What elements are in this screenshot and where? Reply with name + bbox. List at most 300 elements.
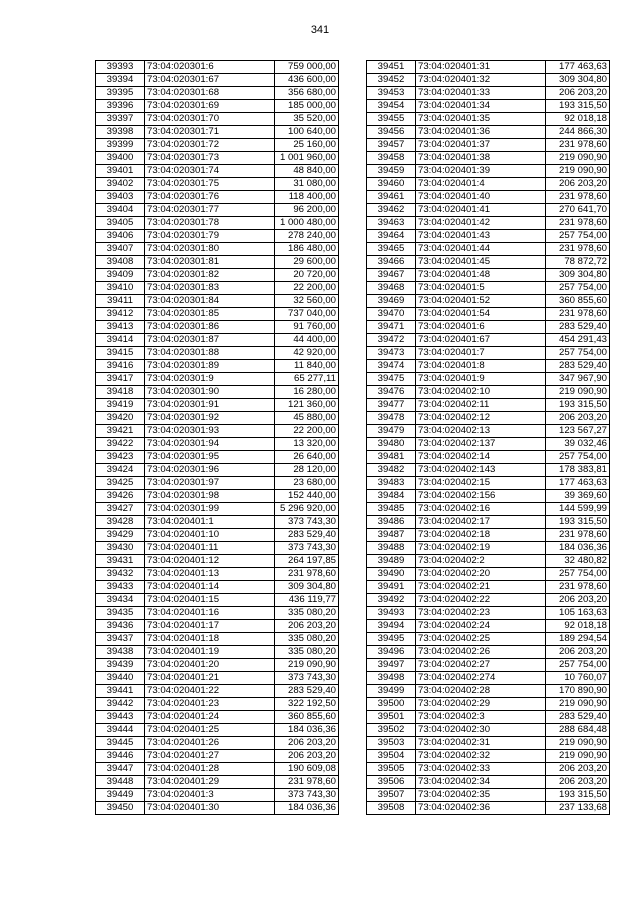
cadastral-value: 219 090,90 (546, 386, 610, 399)
table-row (367, 464, 610, 477)
cadastral-value: 92 018,18 (546, 620, 610, 633)
row-number: 39451 (367, 61, 416, 74)
table-row (367, 178, 610, 191)
row-number: 39475 (367, 373, 416, 386)
cadastral-value: 206 203,20 (275, 750, 339, 763)
cadastral-number: 73:04:020401:19 (145, 646, 275, 659)
table-row (367, 594, 610, 607)
row-number: 39507 (367, 789, 416, 802)
row-number: 39436 (96, 620, 145, 633)
cadastral-number: 73:04:020301:82 (145, 269, 275, 282)
table-row (96, 269, 339, 282)
cadastral-number: 73:04:020401:8 (416, 360, 546, 373)
table-row (96, 152, 339, 165)
row-number: 39416 (96, 360, 145, 373)
cadastral-number: 73:04:020301:79 (145, 230, 275, 243)
cadastral-number: 73:04:020402:35 (416, 789, 546, 802)
row-number: 39417 (96, 373, 145, 386)
row-number: 39410 (96, 282, 145, 295)
cadastral-number: 73:04:020401:16 (145, 607, 275, 620)
cadastral-number: 73:04:020301:67 (145, 74, 275, 87)
table-row (367, 321, 610, 334)
cadastral-value: 65 277,11 (275, 373, 339, 386)
row-number: 39442 (96, 698, 145, 711)
table-row (367, 412, 610, 425)
cadastral-number: 73:04:020402:25 (416, 633, 546, 646)
row-number: 39503 (367, 737, 416, 750)
row-number: 39445 (96, 737, 145, 750)
table-row (96, 516, 339, 529)
row-number: 39495 (367, 633, 416, 646)
cadastral-number: 73:04:020402:33 (416, 763, 546, 776)
cadastral-number: 73:04:020402:28 (416, 685, 546, 698)
cadastral-number: 73:04:020301:95 (145, 451, 275, 464)
cadastral-number: 73:04:020301:89 (145, 360, 275, 373)
row-number: 39398 (96, 126, 145, 139)
table-row (96, 74, 339, 87)
cadastral-number: 73:04:020301:76 (145, 191, 275, 204)
cadastral-number: 73:04:020401:52 (416, 295, 546, 308)
cadastral-value: 184 036,36 (275, 724, 339, 737)
table-row (367, 685, 610, 698)
cadastral-value: 206 203,20 (546, 763, 610, 776)
row-number: 39473 (367, 347, 416, 360)
cadastral-number: 73:04:020301:70 (145, 113, 275, 126)
table-row (96, 659, 339, 672)
cadastral-number: 73:04:020402:12 (416, 412, 546, 425)
cadastral-value: 283 529,40 (546, 360, 610, 373)
cadastral-value: 28 120,00 (275, 464, 339, 477)
cadastral-number: 73:04:020402:137 (416, 438, 546, 451)
table-row (367, 438, 610, 451)
cadastral-value: 283 529,40 (546, 321, 610, 334)
table-row (96, 503, 339, 516)
table-row (367, 568, 610, 581)
table-row (367, 204, 610, 217)
cadastral-number: 73:04:020301:90 (145, 386, 275, 399)
cadastral-value: 32 480,82 (546, 555, 610, 568)
cadastral-number: 73:04:020401:67 (416, 334, 546, 347)
cadastral-value: 347 967,90 (546, 373, 610, 386)
cadastral-value: 206 203,20 (275, 737, 339, 750)
table-row (367, 711, 610, 724)
row-number: 39407 (96, 243, 145, 256)
table-row (96, 477, 339, 490)
page-number: 341 (310, 24, 330, 36)
cadastral-value: 206 203,20 (275, 620, 339, 633)
table-row (367, 425, 610, 438)
cadastral-number: 73:04:020301:91 (145, 399, 275, 412)
row-number: 39502 (367, 724, 416, 737)
table-row (367, 659, 610, 672)
cadastral-number: 73:04:020402:11 (416, 399, 546, 412)
cadastral-number: 73:04:020402:32 (416, 750, 546, 763)
cadastral-number: 73:04:020402:10 (416, 386, 546, 399)
table-row (367, 230, 610, 243)
cadastral-number: 73:04:020401:3 (145, 789, 275, 802)
table-row (96, 230, 339, 243)
cadastral-number: 73:04:020401:35 (416, 113, 546, 126)
table-row (96, 529, 339, 542)
table-row (367, 139, 610, 152)
row-number: 39470 (367, 308, 416, 321)
cadastral-value: 231 978,60 (546, 308, 610, 321)
table-row (367, 308, 610, 321)
row-number: 39492 (367, 594, 416, 607)
table-row (96, 724, 339, 737)
cadastral-value: 231 978,60 (546, 243, 610, 256)
row-number: 39415 (96, 347, 145, 360)
row-number: 39432 (96, 568, 145, 581)
cadastral-value: 16 280,00 (275, 386, 339, 399)
cadastral-value: 100 640,00 (275, 126, 339, 139)
cadastral-value: 45 880,00 (275, 412, 339, 425)
row-number: 39484 (367, 490, 416, 503)
row-number: 39474 (367, 360, 416, 373)
cadastral-number: 73:04:020401:42 (416, 217, 546, 230)
row-number: 39454 (367, 100, 416, 113)
cadastral-value: 96 200,00 (275, 204, 339, 217)
row-number: 39476 (367, 386, 416, 399)
row-number: 39471 (367, 321, 416, 334)
row-number: 39465 (367, 243, 416, 256)
cadastral-number: 73:04:020301:98 (145, 490, 275, 503)
cadastral-value: 373 743,30 (275, 516, 339, 529)
cadastral-number: 73:04:020401:17 (145, 620, 275, 633)
row-number: 39422 (96, 438, 145, 451)
cadastral-value: 10 760,07 (546, 672, 610, 685)
row-number: 39467 (367, 269, 416, 282)
row-number: 39396 (96, 100, 145, 113)
row-number: 39448 (96, 776, 145, 789)
row-number: 39404 (96, 204, 145, 217)
cadastral-value: 436 600,00 (275, 74, 339, 87)
table-row (367, 165, 610, 178)
cadastral-number: 73:04:020402:156 (416, 490, 546, 503)
row-number: 39424 (96, 464, 145, 477)
table-row (367, 191, 610, 204)
table-row (367, 750, 610, 763)
table-row (367, 503, 610, 516)
table-row (367, 555, 610, 568)
row-number: 39491 (367, 581, 416, 594)
cadastral-value: 178 383,81 (546, 464, 610, 477)
cadastral-value: 231 978,60 (546, 529, 610, 542)
cadastral-number: 73:04:020301:92 (145, 412, 275, 425)
row-number: 39395 (96, 87, 145, 100)
table-row (96, 347, 339, 360)
cadastral-number: 73:04:020301:86 (145, 321, 275, 334)
cadastral-number: 73:04:020301:84 (145, 295, 275, 308)
cadastral-value: 335 080,20 (275, 646, 339, 659)
row-number: 39463 (367, 217, 416, 230)
row-number: 39427 (96, 503, 145, 516)
row-number: 39452 (367, 74, 416, 87)
cadastral-value: 31 080,00 (275, 178, 339, 191)
table-row (96, 438, 339, 451)
table-row (96, 555, 339, 568)
cadastral-number: 73:04:020401:10 (145, 529, 275, 542)
table-row (96, 282, 339, 295)
cadastral-number: 73:04:020401:20 (145, 659, 275, 672)
cadastral-number: 73:04:020401:21 (145, 672, 275, 685)
table-row (367, 74, 610, 87)
table-row (96, 100, 339, 113)
cadastral-number: 73:04:020401:41 (416, 204, 546, 217)
cadastral-value: 184 036,36 (546, 542, 610, 555)
cadastral-number: 73:04:020301:78 (145, 217, 275, 230)
cadastral-value: 288 684,48 (546, 724, 610, 737)
row-number: 39413 (96, 321, 145, 334)
cadastral-number: 73:04:020301:77 (145, 204, 275, 217)
row-number: 39478 (367, 412, 416, 425)
cadastral-number: 73:04:020402:27 (416, 659, 546, 672)
cadastral-value: 91 760,00 (275, 321, 339, 334)
row-number: 39450 (96, 802, 145, 815)
row-number: 39493 (367, 607, 416, 620)
row-number: 39459 (367, 165, 416, 178)
cadastral-number: 73:04:020301:69 (145, 100, 275, 113)
cadastral-number: 73:04:020402:31 (416, 737, 546, 750)
row-number: 39406 (96, 230, 145, 243)
row-number: 39483 (367, 477, 416, 490)
cadastral-number: 73:04:020401:27 (145, 750, 275, 763)
table-row (96, 646, 339, 659)
cadastral-value: 309 304,80 (275, 581, 339, 594)
table-row (96, 373, 339, 386)
row-number: 39499 (367, 685, 416, 698)
table-row (96, 256, 339, 269)
table-row (367, 399, 610, 412)
cadastral-number: 73:04:020301:96 (145, 464, 275, 477)
row-number: 39456 (367, 126, 416, 139)
table-row (96, 139, 339, 152)
row-number: 39428 (96, 516, 145, 529)
row-number: 39453 (367, 87, 416, 100)
row-number: 39418 (96, 386, 145, 399)
cadastral-number: 73:04:020402:19 (416, 542, 546, 555)
cadastral-value: 193 315,50 (546, 516, 610, 529)
cadastral-value: 26 640,00 (275, 451, 339, 464)
cadastral-value: 206 203,20 (546, 594, 610, 607)
table-row (96, 165, 339, 178)
cadastral-number: 73:04:020402:24 (416, 620, 546, 633)
table-row (96, 412, 339, 425)
table-row (96, 61, 339, 74)
cadastral-number: 73:04:020402:30 (416, 724, 546, 737)
row-number: 39414 (96, 334, 145, 347)
row-number: 39461 (367, 191, 416, 204)
cadastral-value: 257 754,00 (546, 282, 610, 295)
row-number: 39487 (367, 529, 416, 542)
table-row (96, 399, 339, 412)
cadastral-value: 13 320,00 (275, 438, 339, 451)
table-row (367, 516, 610, 529)
table-row (96, 425, 339, 438)
row-number: 39458 (367, 152, 416, 165)
cadastral-number: 73:04:020401:24 (145, 711, 275, 724)
row-number: 39449 (96, 789, 145, 802)
cadastral-value: 322 192,50 (275, 698, 339, 711)
cadastral-number: 73:04:020301:93 (145, 425, 275, 438)
cadastral-value: 231 978,60 (546, 217, 610, 230)
row-number: 39472 (367, 334, 416, 347)
cadastral-number: 73:04:020402:274 (416, 672, 546, 685)
row-number: 39480 (367, 438, 416, 451)
table-row (96, 698, 339, 711)
table-row (367, 334, 610, 347)
table-row (96, 542, 339, 555)
table-row (367, 646, 610, 659)
cadastral-value: 48 840,00 (275, 165, 339, 178)
table-row (96, 776, 339, 789)
table-row (96, 334, 339, 347)
cadastral-number: 73:04:020401:15 (145, 594, 275, 607)
table-row (96, 620, 339, 633)
table-row (96, 737, 339, 750)
row-number: 39497 (367, 659, 416, 672)
table-row (96, 243, 339, 256)
row-number: 39409 (96, 269, 145, 282)
table-row (367, 347, 610, 360)
cadastral-value: 29 600,00 (275, 256, 339, 269)
row-number: 39411 (96, 295, 145, 308)
cadastral-number: 73:04:020401:32 (416, 74, 546, 87)
cadastral-value: 737 040,00 (275, 308, 339, 321)
cadastral-number: 73:04:020401:11 (145, 542, 275, 555)
cadastral-number: 73:04:020301:72 (145, 139, 275, 152)
cadastral-value: 373 743,30 (275, 672, 339, 685)
table-row (96, 178, 339, 191)
table-row (367, 126, 610, 139)
table-row (367, 386, 610, 399)
row-number: 39446 (96, 750, 145, 763)
row-number: 39393 (96, 61, 145, 74)
table-row (96, 126, 339, 139)
cadastral-value: 360 855,60 (546, 295, 610, 308)
cadastral-number: 73:04:020401:43 (416, 230, 546, 243)
table-row (367, 477, 610, 490)
table-row (96, 490, 339, 503)
cadastral-value: 257 754,00 (546, 568, 610, 581)
cadastral-number: 73:04:020301:68 (145, 87, 275, 100)
table-row (367, 607, 610, 620)
row-number: 39443 (96, 711, 145, 724)
row-number: 39482 (367, 464, 416, 477)
cadastral-number: 73:04:020402:13 (416, 425, 546, 438)
cadastral-value: 270 641,70 (546, 204, 610, 217)
cadastral-value: 78 872,72 (546, 256, 610, 269)
table-row (367, 581, 610, 594)
cadastral-number: 73:04:020401:40 (416, 191, 546, 204)
cadastral-number: 73:04:020401:48 (416, 269, 546, 282)
table-row (96, 633, 339, 646)
row-number: 39434 (96, 594, 145, 607)
cadastral-value: 177 463,63 (546, 477, 610, 490)
cadastral-number: 73:04:020401:4 (416, 178, 546, 191)
row-number: 39455 (367, 113, 416, 126)
table-row (96, 581, 339, 594)
cadastral-number: 73:04:020402:3 (416, 711, 546, 724)
cadastral-number: 73:04:020401:30 (145, 802, 275, 815)
row-number: 39500 (367, 698, 416, 711)
cadastral-value: 257 754,00 (546, 347, 610, 360)
cadastral-value: 278 240,00 (275, 230, 339, 243)
cadastral-number: 73:04:020402:2 (416, 555, 546, 568)
cadastral-number: 73:04:020301:85 (145, 308, 275, 321)
row-number: 39481 (367, 451, 416, 464)
cadastral-value: 335 080,20 (275, 607, 339, 620)
cadastral-number: 73:04:020301:88 (145, 347, 275, 360)
cadastral-value: 436 119,77 (275, 594, 339, 607)
row-number: 39401 (96, 165, 145, 178)
row-number: 39439 (96, 659, 145, 672)
cadastral-value: 23 680,00 (275, 477, 339, 490)
cadastral-value: 231 978,60 (546, 581, 610, 594)
table-row (367, 776, 610, 789)
table-row (96, 113, 339, 126)
cadastral-value: 152 440,00 (275, 490, 339, 503)
table-row (96, 750, 339, 763)
cadastral-value: 206 203,20 (546, 178, 610, 191)
cadastral-table-right (366, 60, 610, 815)
cadastral-number: 73:04:020301:81 (145, 256, 275, 269)
cadastral-number: 73:04:020401:9 (416, 373, 546, 386)
table-row (96, 191, 339, 204)
cadastral-value: 121 360,00 (275, 399, 339, 412)
cadastral-value: 184 036,36 (275, 802, 339, 815)
row-number: 39496 (367, 646, 416, 659)
row-number: 39506 (367, 776, 416, 789)
cadastral-value: 118 400,00 (275, 191, 339, 204)
cadastral-value: 170 890,90 (546, 685, 610, 698)
table-row (367, 672, 610, 685)
table-row (367, 451, 610, 464)
table-row (367, 724, 610, 737)
cadastral-value: 206 203,20 (546, 646, 610, 659)
row-number: 39441 (96, 685, 145, 698)
row-number: 39457 (367, 139, 416, 152)
cadastral-number: 73:04:020401:45 (416, 256, 546, 269)
table-row (96, 568, 339, 581)
cadastral-value: 219 090,90 (546, 737, 610, 750)
row-number: 39403 (96, 191, 145, 204)
row-number: 39464 (367, 230, 416, 243)
cadastral-table-left (95, 60, 339, 815)
table-row (367, 633, 610, 646)
table-row (367, 698, 610, 711)
table-row (96, 594, 339, 607)
cadastral-value: 219 090,90 (275, 659, 339, 672)
cadastral-number: 73:04:020401:12 (145, 555, 275, 568)
table-row (367, 243, 610, 256)
table-row (367, 87, 610, 100)
table-row (367, 256, 610, 269)
row-number: 39438 (96, 646, 145, 659)
cadastral-number: 73:04:020402:14 (416, 451, 546, 464)
cadastral-value: 206 203,20 (546, 412, 610, 425)
cadastral-value: 5 296 920,00 (275, 503, 339, 516)
cadastral-value: 360 855,60 (275, 711, 339, 724)
table-body-left (96, 61, 339, 815)
cadastral-number: 73:04:020301:94 (145, 438, 275, 451)
row-number: 39501 (367, 711, 416, 724)
row-number: 39462 (367, 204, 416, 217)
row-number: 39498 (367, 672, 416, 685)
cadastral-value: 92 018,18 (546, 113, 610, 126)
cadastral-value: 105 163,63 (546, 607, 610, 620)
table-row (367, 282, 610, 295)
